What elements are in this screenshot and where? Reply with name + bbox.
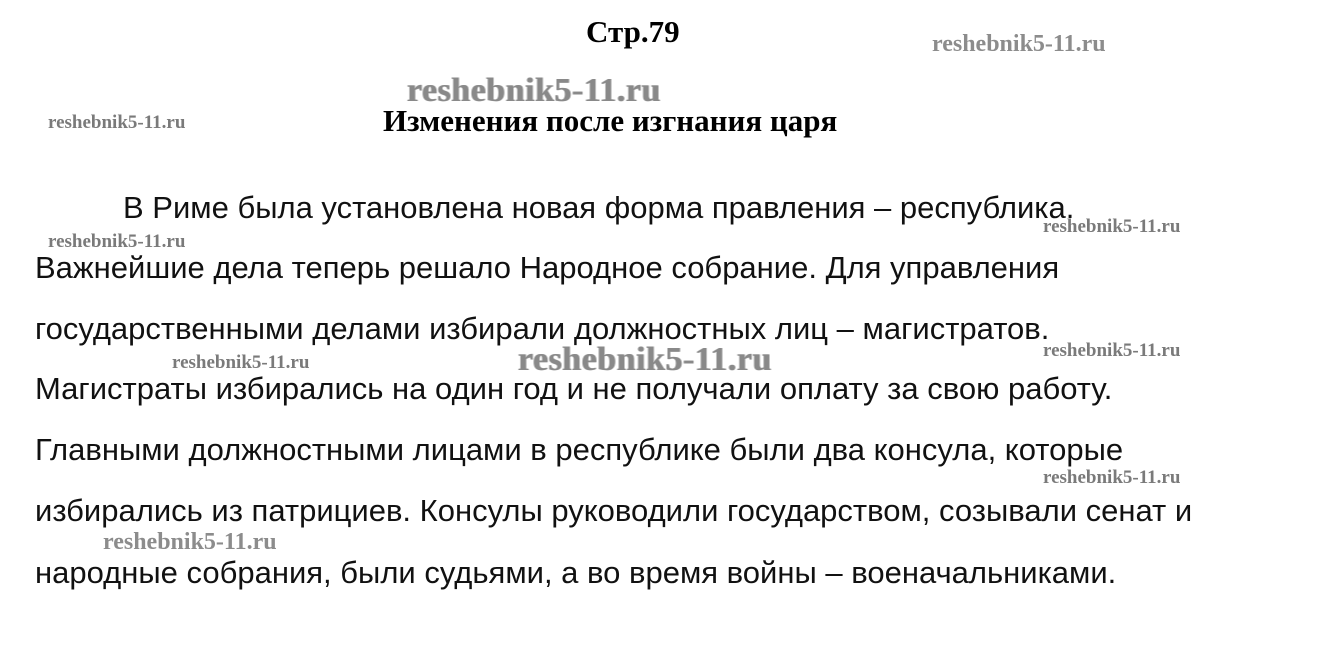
paragraph-line: народные собрания, были судьями, а во время войны – военачальниками. <box>35 555 1117 590</box>
watermark: reshebnik5-11.ru <box>1043 216 1181 237</box>
watermark: reshebnik5-11.ru <box>1043 340 1181 361</box>
section-title: Изменения после изгнания царя <box>383 103 838 138</box>
watermark: reshebnik5-11.ru <box>1043 467 1181 488</box>
watermark: reshebnik5-11.ru <box>407 72 661 109</box>
watermark: reshebnik5-11.ru <box>103 529 277 555</box>
paragraph-line: Главными должностными лицами в республике были два консула, которые <box>35 432 1124 467</box>
watermark: reshebnik5-11.ru <box>932 31 1106 57</box>
watermark: reshebnik5-11.ru <box>48 231 186 252</box>
paragraph-line: избирались из патрициев. Консулы руководили государством, созывали сенат и <box>35 493 1193 528</box>
watermark: reshebnik5-11.ru <box>48 112 186 133</box>
paragraph-line: Магистраты избирались на один год и не получали оплату за свою работу. <box>35 371 1113 406</box>
page-number: Стр.79 <box>586 14 680 49</box>
paragraph-line: Важнейшие дела теперь решало Народное собрание. Для управления <box>35 250 1060 285</box>
watermark: reshebnik5-11.ru <box>172 352 310 373</box>
paragraph-line: В Риме была установлена новая форма правления – республика. <box>123 190 1075 225</box>
paragraph-line: государственными делами избирали должностных лиц – магистратов. <box>35 311 1050 346</box>
watermark: reshebnik5-11.ru <box>518 341 772 378</box>
